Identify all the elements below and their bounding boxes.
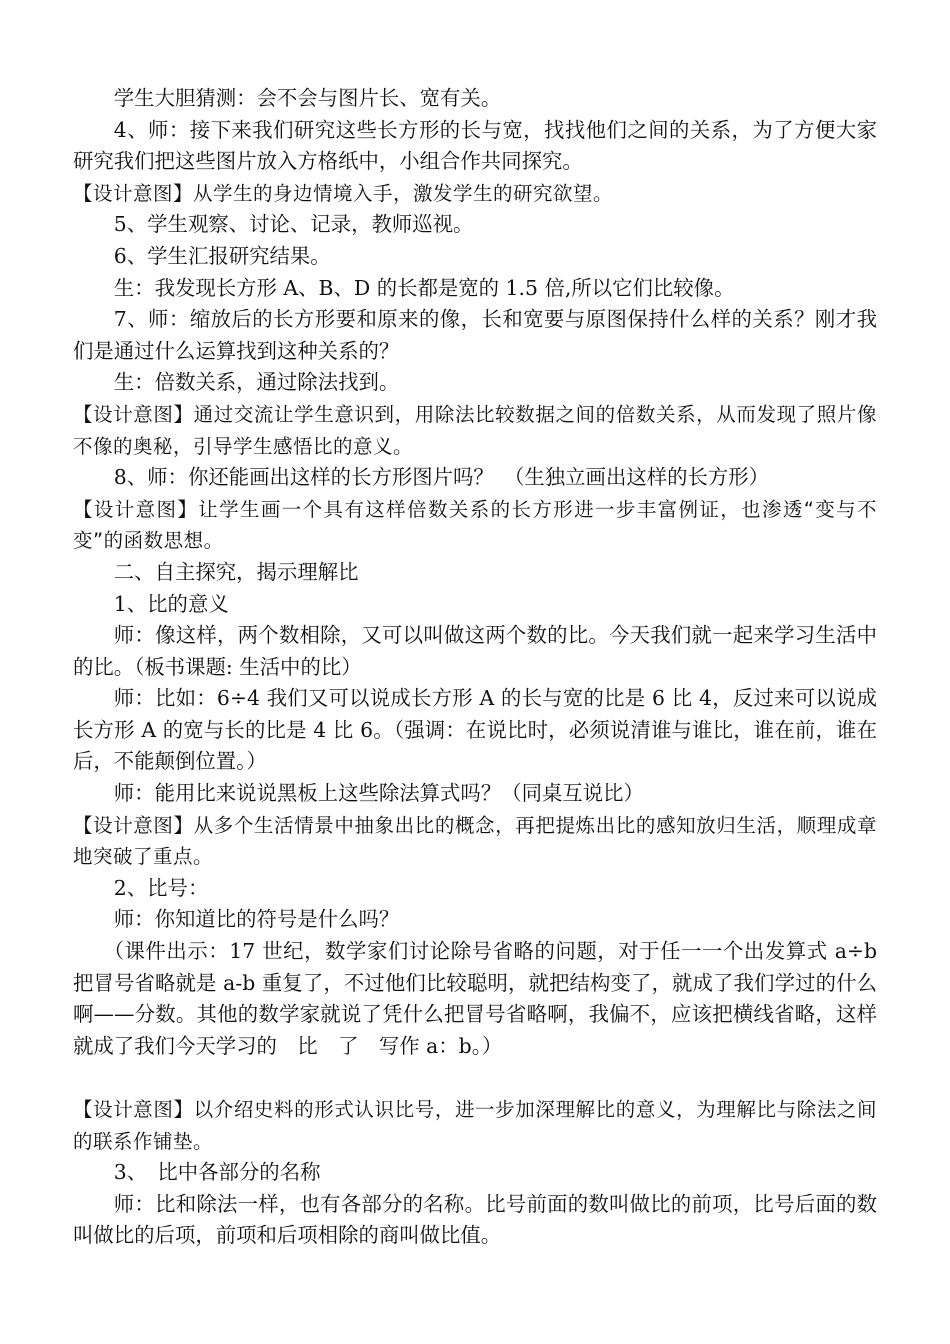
paragraph-step-5: 5、学生观察、讨论、记录，教师巡视。 [113, 212, 474, 237]
subheading-ratio-sign: 2、比号： [113, 875, 209, 900]
paragraph-student-answer: 生：倍数关系，通过除法找到。 [113, 370, 400, 395]
design-intent-4: 【设计意图】从多个生活情景中抽象出比的概念，再把提炼出比的感知放归生活，顺理成章地突破了重点。 [73, 813, 877, 869]
blank-line [73, 1062, 877, 1094]
design-intent-2: 【设计意图】通过交流让学生意识到，用除法比较数据之间的倍数关系，从而发现了照片像不像的奥秘，引导学生感悟比的意义。 [73, 402, 877, 458]
paragraph-history: （课件出示：17 世纪，数学家们讨论除号省略的问题，对于任一一个出发算式 a÷b 把冒号省略就是 a-b 重复了，不过他们比较聪明，就把结构变了，就成了我们学过的什么啊——分数。其他的数学家就说了凭什么把冒号省略啊，我偏不，应该把横线省略，这样就成了我们今天学习的 比 了 写作 a：b。） [73, 939, 877, 1058]
paragraph-step-8: 8、师：你还能画出这样的长方形图片吗？ （生独立画出这样的长方形） [113, 465, 770, 490]
design-intent-1: 【设计意图】从学生的身边情境入手，激发学生的研究欲望。 [73, 181, 614, 205]
design-intent-5: 【设计意图】以介绍史料的形式认识比号，进一步加深理解比的意义，为理解比与除法之间的联系作铺垫。 [73, 1098, 877, 1153]
paragraph-guess: 学生大胆猜测：会不会与图片长、宽有关。 [113, 86, 502, 110]
paragraph-ratio-parts: 师：比和除法一样，也有各部分的名称。比号前面的数叫做比的前项，比号后面的数叫做比的后项，前项和后项相除的商叫做比值。 [73, 1191, 877, 1248]
paragraph-ratio-practice: 师：能用比来说说黑板上这些除法算式吗？（同桌互说比） [113, 781, 644, 806]
paragraph-student-finding: 生：我发现长方形 A、B、D 的长都是宽的 1.5 倍,所以它们比较像。 [113, 275, 735, 300]
subheading-ratio-parts: 3、 比中各部分的名称 [113, 1160, 321, 1185]
paragraph-step-4: 4、师：接下来我们研究这些长方形的长与宽，找找他们之间的关系，为了方便大家研究我们把这些图片放入方格纸中，小组合作共同探究。 [73, 117, 877, 174]
paragraph-ratio-sign-question: 师：你知道比的符号是什么吗？ [113, 907, 400, 932]
paragraph-ratio-definition: 师：像这样，两个数相除，又可以叫做这两个数的比。今天我们就一起来学习生活中的比。（板书课题: 生活中的比） [73, 623, 877, 679]
paragraph-ratio-example: 师：比如：6÷4 我们又可以说成长方形 A 的长与宽的比是 6 比 4，反过来可以说成长方形 A 的宽与长的比是 4 比 6。（强调：在说比时，必须说清谁与谁比，谁在前，谁在后，不能颠倒位置。） [73, 686, 877, 774]
paragraph-step-7: 7、师：缩放后的长方形要和原来的像，长和宽要与原图保持什么样的关系？刚才我们是通过什么运算找到这种关系的？ [73, 307, 877, 363]
design-intent-3: 【设计意图】让学生画一个具有这样倍数关系的长方形进一步丰富例证，也渗透“变与不变”的函数思想。 [73, 497, 877, 553]
paragraph-step-6: 6、学生汇报研究结果。 [113, 243, 331, 268]
subheading-meaning-of-ratio: 1、比的意义 [113, 591, 229, 616]
section-heading-2: 二、自主探究，揭示理解比 [113, 559, 359, 584]
